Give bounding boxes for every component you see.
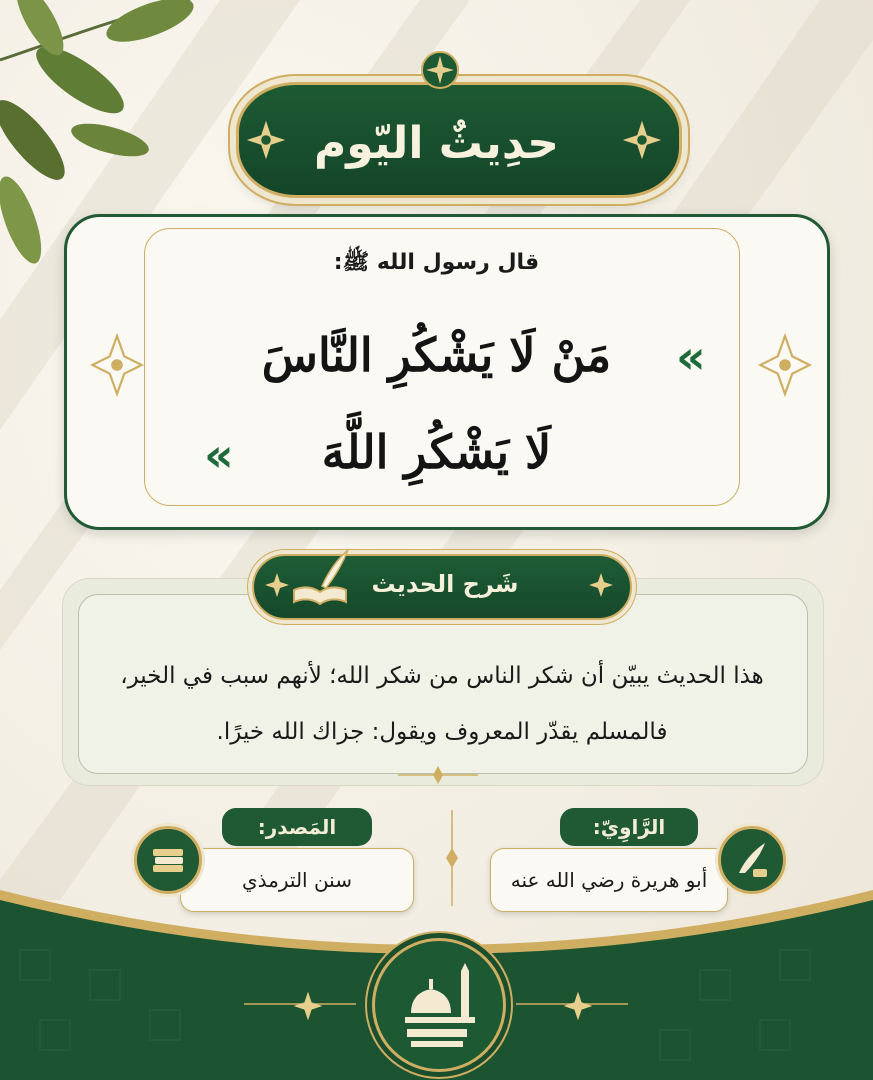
quill-icon-badge <box>718 826 786 894</box>
source-value: سنن الترمذي <box>180 848 414 912</box>
quill-icon <box>721 829 783 891</box>
narrator-value: أبو هريرة رضي الله عنه <box>490 848 728 912</box>
books-icon-badge <box>134 826 202 894</box>
quill-book-icon <box>288 546 352 610</box>
star-flower-icon <box>290 988 326 1024</box>
narrator-label: الرَّاوِيّ: <box>560 808 698 846</box>
star-flower-icon <box>560 988 596 1024</box>
mosque-logo-mark <box>375 941 503 1069</box>
source-label: المَصدر: <box>222 808 372 846</box>
hadith-intro: قال رسول الله ﷺ: <box>333 250 540 275</box>
divider-ornament <box>398 764 478 786</box>
star-flower-icon <box>420 50 460 90</box>
quote-close-mark: « <box>204 428 234 482</box>
quote-open-mark: « <box>676 330 706 384</box>
hadith-line-2: لَا يَشْكُرِ اللَّهَ <box>321 425 552 479</box>
page-title: حدِيثٌ اليّوم <box>314 118 559 169</box>
hadith-line-1: مَنْ لَا يَشْكُرِ النَّاسَ <box>261 328 612 382</box>
explanation-text: هذا الحديث يبيّن أن شكر الناس من شكر الله؛ لأنهم سبب في الخير، فالمسلم يقدّر المعروف ويقول: جزاك الله خيرًا. <box>120 663 764 745</box>
explanation-heading: شَرح الحديث <box>371 570 519 598</box>
mosque-logo <box>372 938 506 1072</box>
books-icon <box>137 829 199 891</box>
star-flower-icon <box>586 570 616 600</box>
